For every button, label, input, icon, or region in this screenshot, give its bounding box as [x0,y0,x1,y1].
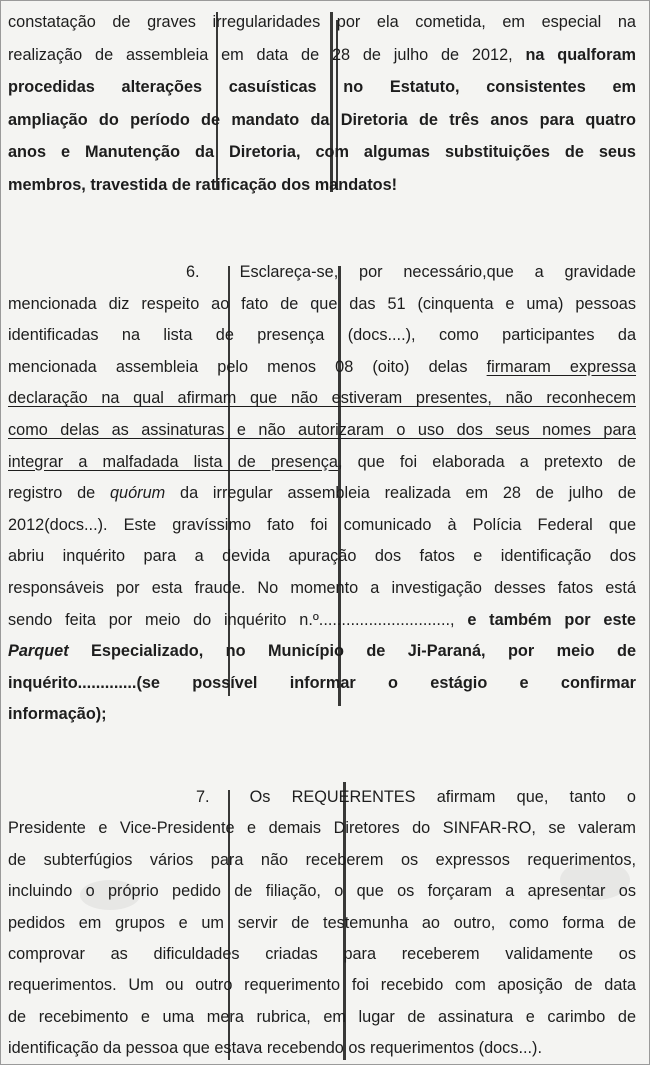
text-line [8,818,636,838]
text-line [8,1038,636,1058]
text-line [8,673,636,693]
text-run: inquérito.............(se possível informar o estágio e confirmar [8,673,636,692]
text-run: quórum [110,484,166,503]
text-line [8,704,636,724]
text-line [8,546,636,566]
text-line [8,483,636,503]
text-line [8,641,636,661]
text-run: registro de [8,484,110,503]
text-run: realização de assembleia em data de 28 de julho de 2012, [8,45,526,64]
text-run: 2012(docs...). Este gravíssimo fato foi comunicado à Polícia Federal que [8,515,636,534]
text-line [8,975,636,995]
text-run: como delas as assinaturas e não autorizaram o uso dos seus nomes para [8,421,636,439]
text-run: Esclareça-se, por necessário,que a gravidade [239,263,636,281]
text-line [186,262,636,282]
text-line [8,610,636,630]
paragraph-number: 6. [186,263,200,281]
text-run: Os REQUERENTES afirmam que, tanto o [249,788,636,806]
text-run: e também por este [467,610,636,629]
text-line [8,45,636,65]
text-run: abriu inquérito para a devida apuração dos fatos e identificação dos [8,547,636,566]
text-line [8,881,636,901]
text-line [8,913,636,933]
text-run: constatação de graves irregularidades por ela cometida, em especial na [8,13,636,31]
text-line [196,787,636,807]
text-run: declaração na qual afirmam que não estiveram presentes, não reconhecem [8,389,636,408]
text-line [8,12,636,32]
text-line [8,850,636,870]
text-line [8,1007,636,1027]
text-run: de subterfúgios vários para não receberem os expressos requerimentos, [8,850,636,869]
text-run: na qualforam [525,45,636,64]
text-line [8,357,636,377]
text-run: Presidente e Vice-Presidente e demais Diretores do SINFAR-RO, se valeram [8,819,636,838]
text-run: mencionada assembleia pelo menos 08 (oito) delas [8,357,487,376]
text-run: Parquet [8,642,69,661]
text-line [8,452,636,472]
scan-artifact-line [330,12,333,192]
text-run: pedidos em grupos e um servir de testemunha ao outro, como forma de [8,913,636,932]
text-line [8,110,636,130]
text-line [8,420,636,440]
text-line [8,142,636,162]
text-run: da irregular assembleia realizada em 28 de julho de [165,484,636,503]
text-run: sendo feita por meio do inquérito n.º............................., [8,610,468,629]
text-line [8,325,636,345]
text-run: comprovar as dificuldades criadas para receberem validamente os [8,945,636,963]
text-run: responsáveis por esta fraude. No momento a investigação desses fatos está [8,579,636,597]
text-run: de recebimento e uma mera rubrica, em lugar de assinatura e carimbo de [8,1007,636,1026]
text-run: identificação da pessoa que estava recebendo os requerimentos (docs...). [8,1039,542,1058]
text-run: , que foi elaborada a pretexto de [337,452,636,471]
paragraph-number: 7. [196,788,210,806]
text-line [8,77,636,97]
text-line [8,388,636,408]
text-line [8,294,636,314]
text-run: membros, travestida de ratificação dos mandatos! [8,175,398,194]
scan-artifact-line [216,12,218,190]
text-run: Especializado, no Município de Ji-Paraná, por meio de [68,642,636,661]
text-run: anos e Manutenção da Diretoria, com algumas substituições de seus [8,143,636,161]
text-run: identificadas na lista de presença (docs....), como participantes da [8,326,636,345]
text-run: ampliação do período de mandato da Diretoria de três anos para quatro [8,110,636,129]
text-run: requerimentos. Um ou outro requerimento foi recebido com aposição de data [8,976,636,995]
text-run: firmaram expressa [486,357,637,376]
text-line [8,578,636,598]
text-run: mencionada diz respeito ao fato de que das 51 (cinquenta e uma) pessoas [8,294,636,313]
text-run: incluindo o próprio pedido de filiação, o que os forçaram a apresentar os [8,882,636,901]
text-line [8,515,636,535]
text-run: informação); [8,705,107,724]
text-run: procedidas alterações casuísticas no Estatuto, consistentes em [8,78,636,96]
text-line [8,175,636,195]
text-line [8,944,636,964]
text-run: integrar a malfadada lista de presença [8,452,338,471]
